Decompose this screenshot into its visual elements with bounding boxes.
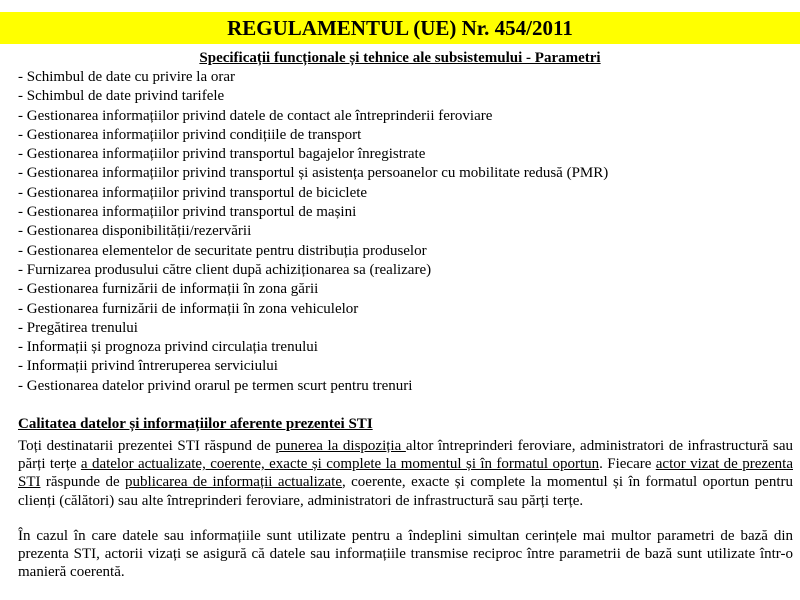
paragraph-text: , coerente, exacte și complete la momentul și în formatul oportun pentru clienți (călători) sau alte întreprinderi feroviare, administratori de infrastructură sau părți terțe.: [18, 474, 793, 509]
list-item: - Informații și prognoza privind circulația trenului: [18, 339, 318, 356]
list-item: - Furnizarea produsului către client după achiziționarea sa (realizare): [18, 261, 432, 278]
paragraph-coherence: În cazul în care datele sau informațiile sunt utilizate pentru a îndeplini simultan cerințele mai multor parametri de bază din prezenta STI, actorii vizați se asigură că datele sau informațiile transmise reciproc între parametrii de bază sunt utilizate într-o manieră coerentă.: [18, 528, 793, 581]
paragraph-text: altor întreprinderi feroviare, administratori de infrastructură sau părți terțe: [18, 438, 793, 473]
quality-heading: Calitatea datelor și informațiilor aferente prezentei STI: [18, 416, 373, 432]
list-item: - Pregătirea trenului: [18, 319, 138, 336]
paragraph-text: răspunde de: [40, 474, 126, 491]
list-item: - Schimbul de date cu privire la orar: [18, 69, 236, 85]
list-item: - Gestionarea informațiilor privind condițiile de transport: [18, 126, 362, 143]
list-item: - Gestionarea datelor privind orarul pe termen scurt pentru trenuri: [18, 377, 413, 394]
document-title: [0, 12, 800, 44]
underlined-phrase: actor vizat de prezenta STI: [18, 456, 793, 491]
list-item: - Gestionarea furnizării de informații în zona vehiculelor: [18, 300, 359, 317]
list-item: - Gestionarea elementelor de securitate pentru distribuția produselor: [18, 242, 427, 259]
list-item: - Gestionarea furnizării de informații în zona gării: [18, 281, 319, 298]
list-item: - Informații privind întreruperea serviciului: [18, 358, 278, 375]
list-item: - Schimbul de date privind tarifele: [18, 88, 225, 105]
underlined-phrase: publicarea de informații actualizate: [125, 474, 342, 491]
list-item: - Gestionarea disponibilității/rezervării: [18, 223, 252, 240]
title-text: REGULAMENTUL (UE) Nr. 454/2011: [227, 16, 573, 40]
paragraph-text: Toți destinatarii prezentei STI răspund de: [18, 438, 276, 454]
paragraph-responsibility: [18, 437, 793, 510]
list-item: - Gestionarea informațiilor privind datele de contact ale întreprinderii feroviare: [18, 107, 493, 124]
parameters-list: [18, 68, 608, 396]
underlined-phrase: a datelor actualizate, coerente, exacte și complete la momentul și în formatul oportun: [80, 456, 600, 473]
section-heading: Specificații funcționale și tehnice ale subsistemului - Parametri: [199, 50, 601, 66]
list-item: - Gestionarea informațiilor privind transportul și asistența persoanelor cu mobilitate redusă (PMR): [18, 165, 609, 182]
underlined-phrase: punerea la dispoziția: [275, 438, 406, 454]
list-item: - Gestionarea informațiilor privind transportul de biciclete: [18, 184, 368, 201]
paragraph-text: . Fiecare: [599, 456, 656, 473]
list-item: - Gestionarea informațiilor privind transportul bagajelor înregistrate: [18, 146, 426, 163]
list-item: - Gestionarea informațiilor privind transportul de mașini: [18, 204, 357, 221]
